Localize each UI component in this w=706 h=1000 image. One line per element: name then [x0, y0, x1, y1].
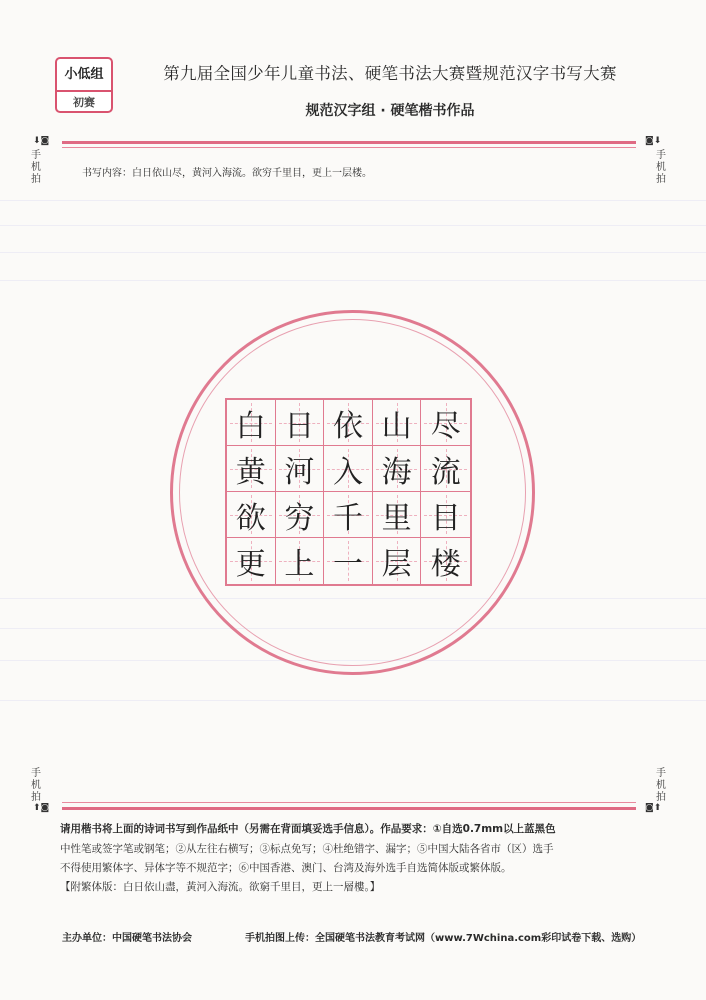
grid-character: 山 — [381, 408, 412, 444]
camera-download-icon: ◙⬇ — [645, 136, 662, 146]
side-label: 手机拍 — [31, 768, 41, 803]
writing-grid — [225, 398, 472, 586]
grid-character: 入 — [332, 454, 363, 490]
upload-info: 手机拍图上传：全国硬笔书法教育考试网（www.7Wchina.com彩印试卷下载、选购） — [245, 933, 642, 944]
grid-cell — [227, 446, 276, 492]
grid-cell — [421, 446, 470, 492]
grid-character: 日 — [284, 408, 315, 444]
grid-cell — [373, 538, 422, 584]
grid-character: 尽 — [430, 408, 461, 444]
grid-cell — [373, 400, 422, 446]
camera-upload-icon: ⬆◙ — [33, 803, 50, 813]
guide-line — [0, 252, 706, 253]
top-divider-thin — [62, 147, 636, 148]
grid-character: 楼 — [430, 547, 461, 582]
grid-character: 河 — [284, 454, 315, 490]
grid-cell — [227, 538, 276, 584]
top-divider — [62, 141, 636, 144]
grid-cell — [421, 400, 470, 446]
camera-download-icon: ⬇◙ — [33, 136, 50, 146]
group-badge — [55, 57, 113, 113]
grid-character: 千 — [332, 500, 363, 536]
bottom-divider — [62, 807, 636, 810]
grid-cell — [227, 400, 276, 446]
grid-cell — [324, 446, 373, 492]
grid-character: 目 — [430, 500, 461, 536]
side-label: 手机拍 — [31, 150, 41, 185]
badge-group: 小低组 — [57, 59, 111, 92]
grid-character: 穷 — [284, 500, 315, 536]
grid-cell — [276, 538, 325, 584]
requirements-traditional: 【附繁体版：白日依山盡，黃河入海流。欲窮千里目，更上一層樓。】 — [60, 881, 381, 893]
requirements-line-2: 中性笔或签字笔或钢笔；②从左往右横写；③标点免写；④杜绝错字、漏字；⑤中国大陆各省市（区）选手 — [60, 843, 554, 855]
grid-cell — [276, 446, 325, 492]
grid-cell — [276, 492, 325, 538]
grid-character: 一 — [332, 547, 363, 582]
grid-cell — [373, 492, 422, 538]
grid-character: 流 — [430, 454, 461, 490]
grid-character: 欲 — [235, 500, 266, 536]
grid-character: 里 — [381, 500, 412, 536]
page-subtitle: 规范汉字组 · 硬笔楷书作品 — [305, 103, 475, 119]
grid-cell — [276, 400, 325, 446]
writing-content: 书写内容：白日依山尽，黄河入海流。欲穷千里目，更上一层楼。 — [82, 168, 372, 179]
grid-character: 黄 — [235, 454, 266, 490]
grid-character: 更 — [235, 547, 266, 582]
guide-line — [0, 700, 706, 701]
grid-cell — [324, 492, 373, 538]
grid-cell — [421, 538, 470, 584]
grid-cell — [324, 400, 373, 446]
page-title: 第九届全国少年儿童书法、硬笔书法大赛暨规范汉字书写大赛 — [163, 64, 617, 83]
guide-line — [0, 280, 706, 281]
side-label: 手机拍 — [656, 768, 666, 803]
grid-cell — [227, 492, 276, 538]
grid-cell — [421, 492, 470, 538]
grid-character: 白 — [235, 408, 266, 444]
grid-character: 上 — [284, 547, 315, 582]
badge-round: 初赛 — [73, 96, 95, 109]
grid-character: 海 — [381, 454, 412, 490]
guide-line — [0, 200, 706, 201]
grid-character: 依 — [332, 408, 363, 444]
bottom-divider-thin — [62, 802, 636, 803]
grid-character: 层 — [381, 547, 412, 582]
organizer: 主办单位：中国硬笔书法协会 — [62, 933, 192, 944]
grid-cell — [373, 446, 422, 492]
camera-upload-icon: ◙⬆ — [645, 803, 662, 813]
grid-cell — [324, 538, 373, 584]
side-label: 手机拍 — [656, 150, 666, 185]
requirements-line-1: 请用楷书将上面的诗词书写到作品纸中（另需在背面填妥选手信息）。作品要求：①自选0.7mm以上蓝黑色 — [60, 823, 556, 835]
requirements-line-3: 不得使用繁体字、异体字等不规范字；⑥中国香港、澳门、台湾及海外选手自选简体版或繁体版。 — [60, 862, 512, 874]
guide-line — [0, 225, 706, 226]
